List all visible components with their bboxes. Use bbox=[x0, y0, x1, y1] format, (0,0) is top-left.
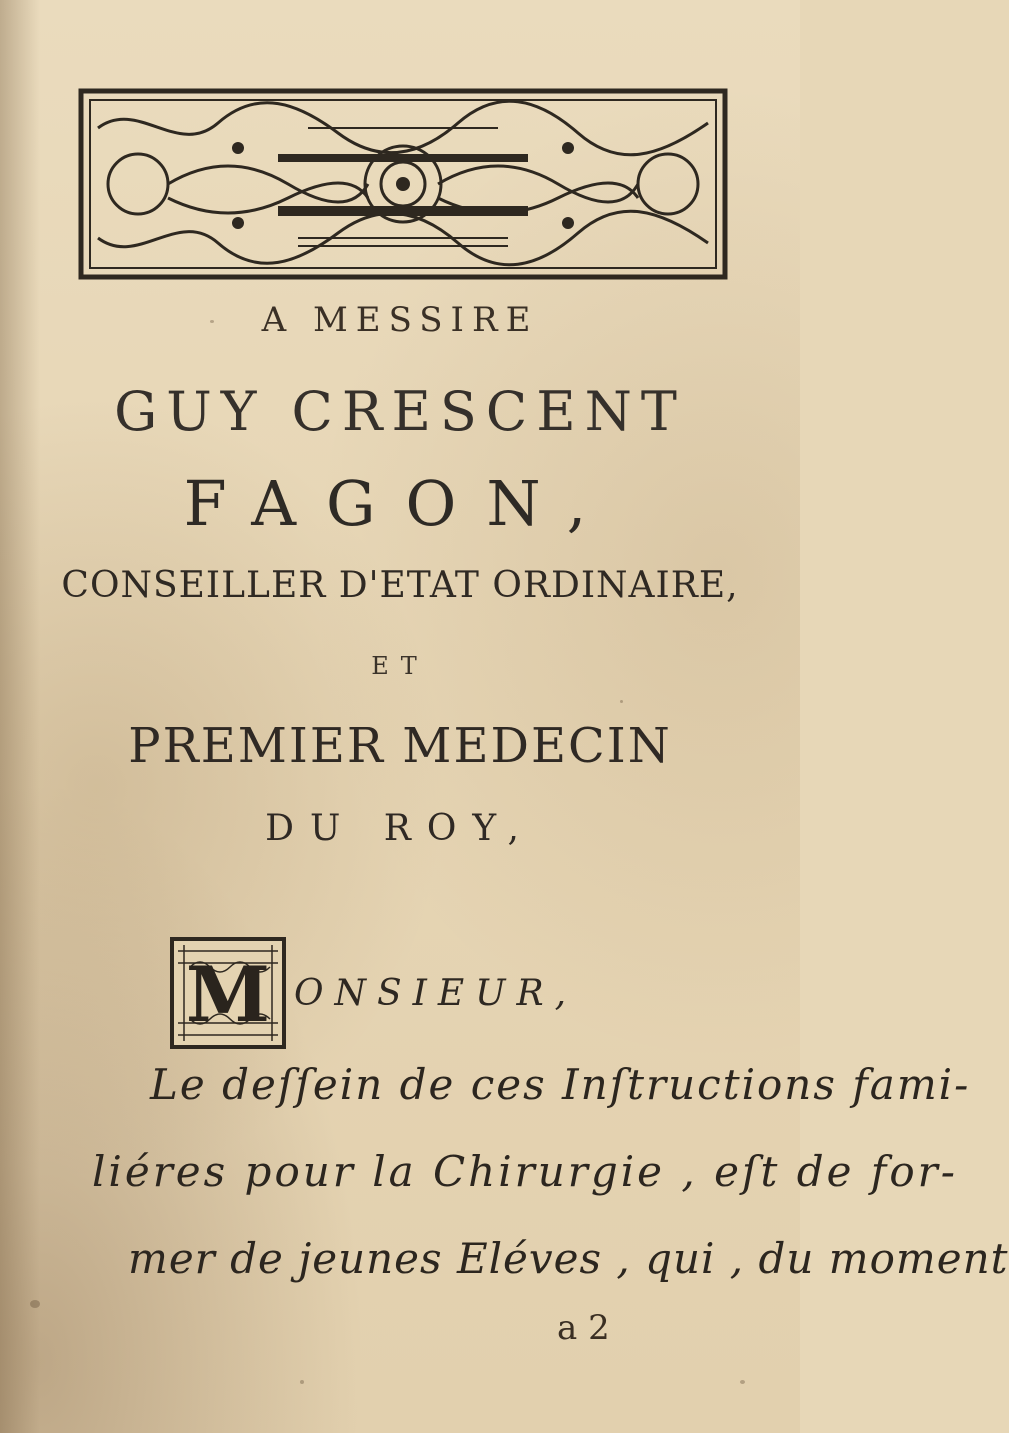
dedication-premier-medecin: PREMIER MEDECIN bbox=[128, 718, 672, 774]
body-line-3: mer de jeunes Eléves , qui , du moment bbox=[128, 1234, 1009, 1283]
dedication-line-a-messire: A MESSIRE bbox=[261, 300, 539, 340]
paper-speck bbox=[620, 700, 623, 703]
paper-speck bbox=[300, 1380, 304, 1384]
svg-text:M: M bbox=[185, 950, 271, 1039]
paper-speck bbox=[740, 1380, 745, 1384]
dedication-surname: FAGON, bbox=[183, 467, 617, 540]
signature-mark: a 2 bbox=[557, 1308, 610, 1348]
decorative-headpiece bbox=[78, 88, 728, 280]
salutation: ONSIEUR, bbox=[294, 973, 578, 1014]
paper-speck bbox=[30, 1300, 40, 1308]
body-line-2: liéres pour la Chirurgie , eſt de for- bbox=[92, 1147, 958, 1196]
paper-speck bbox=[210, 320, 214, 323]
decorated-initial-letter bbox=[170, 937, 286, 1049]
dedication-name: GUY CRESCENT bbox=[114, 380, 686, 443]
dedication-et: ET bbox=[371, 652, 429, 680]
dedication-title: CONSEILLER D'ETAT ORDINAIRE, bbox=[61, 565, 739, 606]
dedication-du-roy: DU ROY, bbox=[265, 808, 535, 849]
body-line-1: Le deſſein de ces Inſtructions fami- bbox=[150, 1060, 971, 1109]
page-gutter-shadow bbox=[0, 0, 40, 1433]
